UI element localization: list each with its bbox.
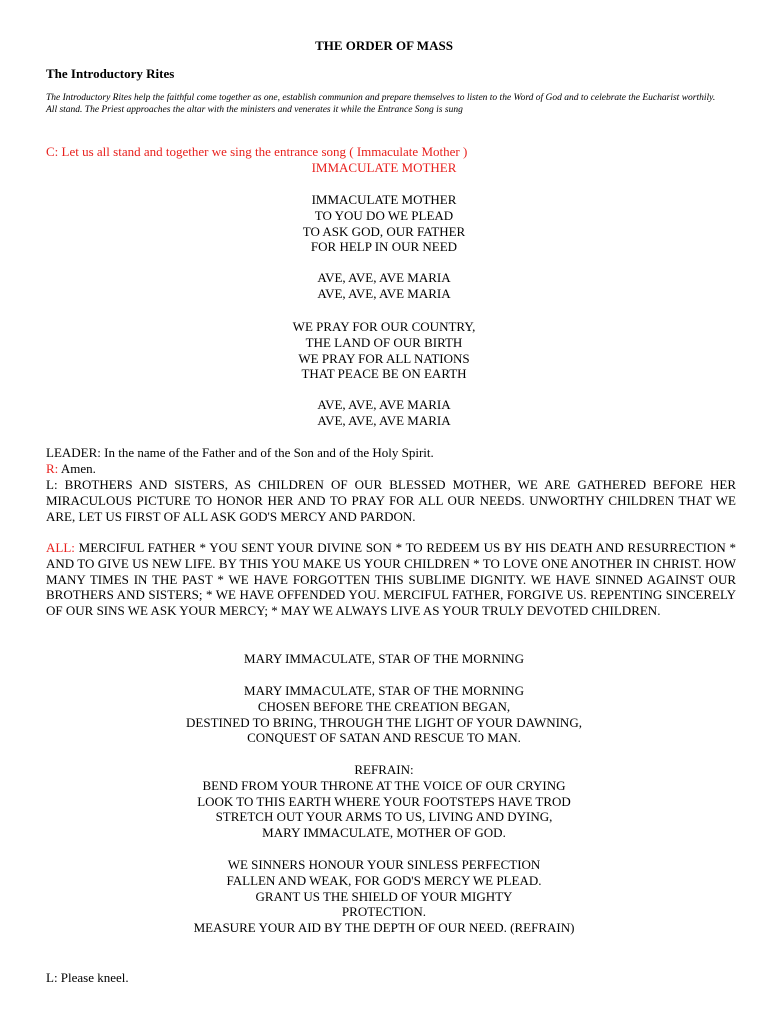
kneel-line: L: Please kneel. bbox=[46, 970, 129, 985]
lyric-line: CONQUEST OF SATAN AND RESCUE TO MAN. bbox=[247, 730, 521, 746]
lyric-line: LOOK TO THIS EARTH WHERE YOUR FOOTSTEPS HAVE TROD bbox=[197, 793, 571, 809]
response-line bbox=[46, 461, 96, 477]
song1-title: IMMACULATE MOTHER bbox=[311, 160, 457, 175]
lyric-line: MARY IMMACULATE, STAR OF THE MORNING bbox=[244, 683, 524, 698]
leader-paragraph: L: BROTHERS AND SISTERS, AS CHILDREN OF OUR BLESSED MOTHER, WE ARE GATHERED BEFORE HER MIRACULOUS PICTURE TO HONOR HER AND TO PRAY FOR ALL OUR NEEDS. UNWORTHY CHILDREN THAT WE ARE, LET US FIRST OF ALL ASK GOD'S MERCY AND PARDON. bbox=[46, 477, 736, 524]
lyric-line: FOR HELP IN OUR NEED bbox=[310, 239, 458, 255]
lyric-line: THE LAND OF OUR BIRTH bbox=[305, 334, 463, 350]
song1-verse bbox=[0, 319, 768, 382]
intro-rubric bbox=[46, 93, 726, 116]
song1-verse bbox=[0, 192, 768, 255]
song1-chorus bbox=[0, 397, 768, 429]
lyric-line: IMMACULATE MOTHER bbox=[311, 192, 457, 207]
lyric-line: MARY IMMACULATE, MOTHER OF GOD. bbox=[262, 825, 506, 841]
song2-refrain bbox=[0, 762, 768, 841]
lyric-line: STRETCH OUT YOUR ARMS TO US, LIVING AND DYING, bbox=[215, 809, 553, 825]
intro-rubric-line: All stand. The Priest approaches the altar with the ministers and venerates it while the Entrance Song is sung bbox=[46, 104, 463, 115]
lyric-line: TO YOU DO WE PLEAD bbox=[314, 207, 454, 223]
all-label: ALL: bbox=[46, 540, 75, 555]
lyric-line: BEND FROM YOUR THRONE AT THE VOICE OF OUR CRYING bbox=[202, 777, 566, 793]
lyric-line: TO ASK GOD, OUR FATHER bbox=[302, 223, 466, 239]
response-label: R: bbox=[46, 461, 59, 476]
page-title: THE ORDER OF MASS bbox=[315, 38, 453, 53]
song2-verse bbox=[0, 857, 768, 936]
lyric-line: AVE, AVE, AVE MARIA bbox=[317, 285, 451, 301]
lyric-line: AVE, AVE, AVE MARIA bbox=[317, 397, 451, 412]
lyric-line: REFRAIN: bbox=[354, 762, 414, 777]
intro-rubric-line: The Introductory Rites help the faithful come together as one, establish communion and prepare themselves to listen to the Word of God and to celebrate the Eucharist worthily. bbox=[46, 93, 716, 103]
leader-line: LEADER: In the name of the Father and of the Son and of the Holy Spirit. bbox=[46, 445, 434, 460]
song2-title: MARY IMMACULATE, STAR OF THE MORNING bbox=[244, 651, 524, 666]
response-text: Amen. bbox=[58, 461, 96, 476]
lyric-line: THAT PEACE BE ON EARTH bbox=[301, 366, 467, 382]
all-prayer bbox=[46, 540, 736, 619]
lyric-line: WE SINNERS HONOUR YOUR SINLESS PERFECTION bbox=[227, 857, 541, 872]
lyric-line: DESTINED TO BRING, THROUGH THE LIGHT OF YOUR DAWNING, bbox=[186, 714, 582, 730]
lyric-line: GRANT US THE SHIELD OF YOUR MIGHTY bbox=[255, 888, 513, 904]
lyric-line: FALLEN AND WEAK, FOR GOD'S MERCY WE PLEAD. bbox=[226, 872, 542, 888]
song1-chorus bbox=[0, 270, 768, 302]
lyric-line: WE PRAY FOR ALL NATIONS bbox=[298, 350, 470, 366]
lyric-line: PROTECTION. bbox=[341, 904, 427, 920]
lyric-line: AVE, AVE, AVE MARIA bbox=[317, 412, 451, 428]
commentator-line: C: Let us all stand and together we sing the entrance song ( Immaculate Mother ) bbox=[46, 144, 468, 159]
lyric-line: AVE, AVE, AVE MARIA bbox=[317, 270, 451, 285]
section-heading: The Introductory Rites bbox=[46, 66, 175, 81]
lyric-line: MEASURE YOUR AID BY THE DEPTH OF OUR NEED. (REFRAIN) bbox=[193, 920, 575, 936]
lyric-line: CHOSEN BEFORE THE CREATION BEGAN, bbox=[257, 698, 511, 714]
lyric-line: WE PRAY FOR OUR COUNTRY, bbox=[292, 319, 476, 334]
song2-verse bbox=[0, 683, 768, 746]
all-prayer-text: MERCIFUL FATHER * YOU SENT YOUR DIVINE SON * TO REDEEM US BY HIS DEATH AND RESURRECTION * AND TO GIVE US NEW LIFE. BY THIS YOU MAKE US YOUR CHILDREN * TO LOVE ONE ANOTHER IN CHRIST. HOW MANY TIMES IN THE PAST * WE HAVE FORGOTTEN THIS SUBLIME DIGNITY. WE HAVE SINNED AGAINST OUR BROTHERS AND SISTERS; * WE HAVE OFFENDED YOU. MERCIFUL FATHER, FORGIVE US. REPENTING SINCERELY OF OUR SINS WE ASK YOUR MERCY; * MAY WE ALWAYS LIVE AS YOUR TRULY DEVOTED CHILDREN. bbox=[46, 540, 736, 619]
